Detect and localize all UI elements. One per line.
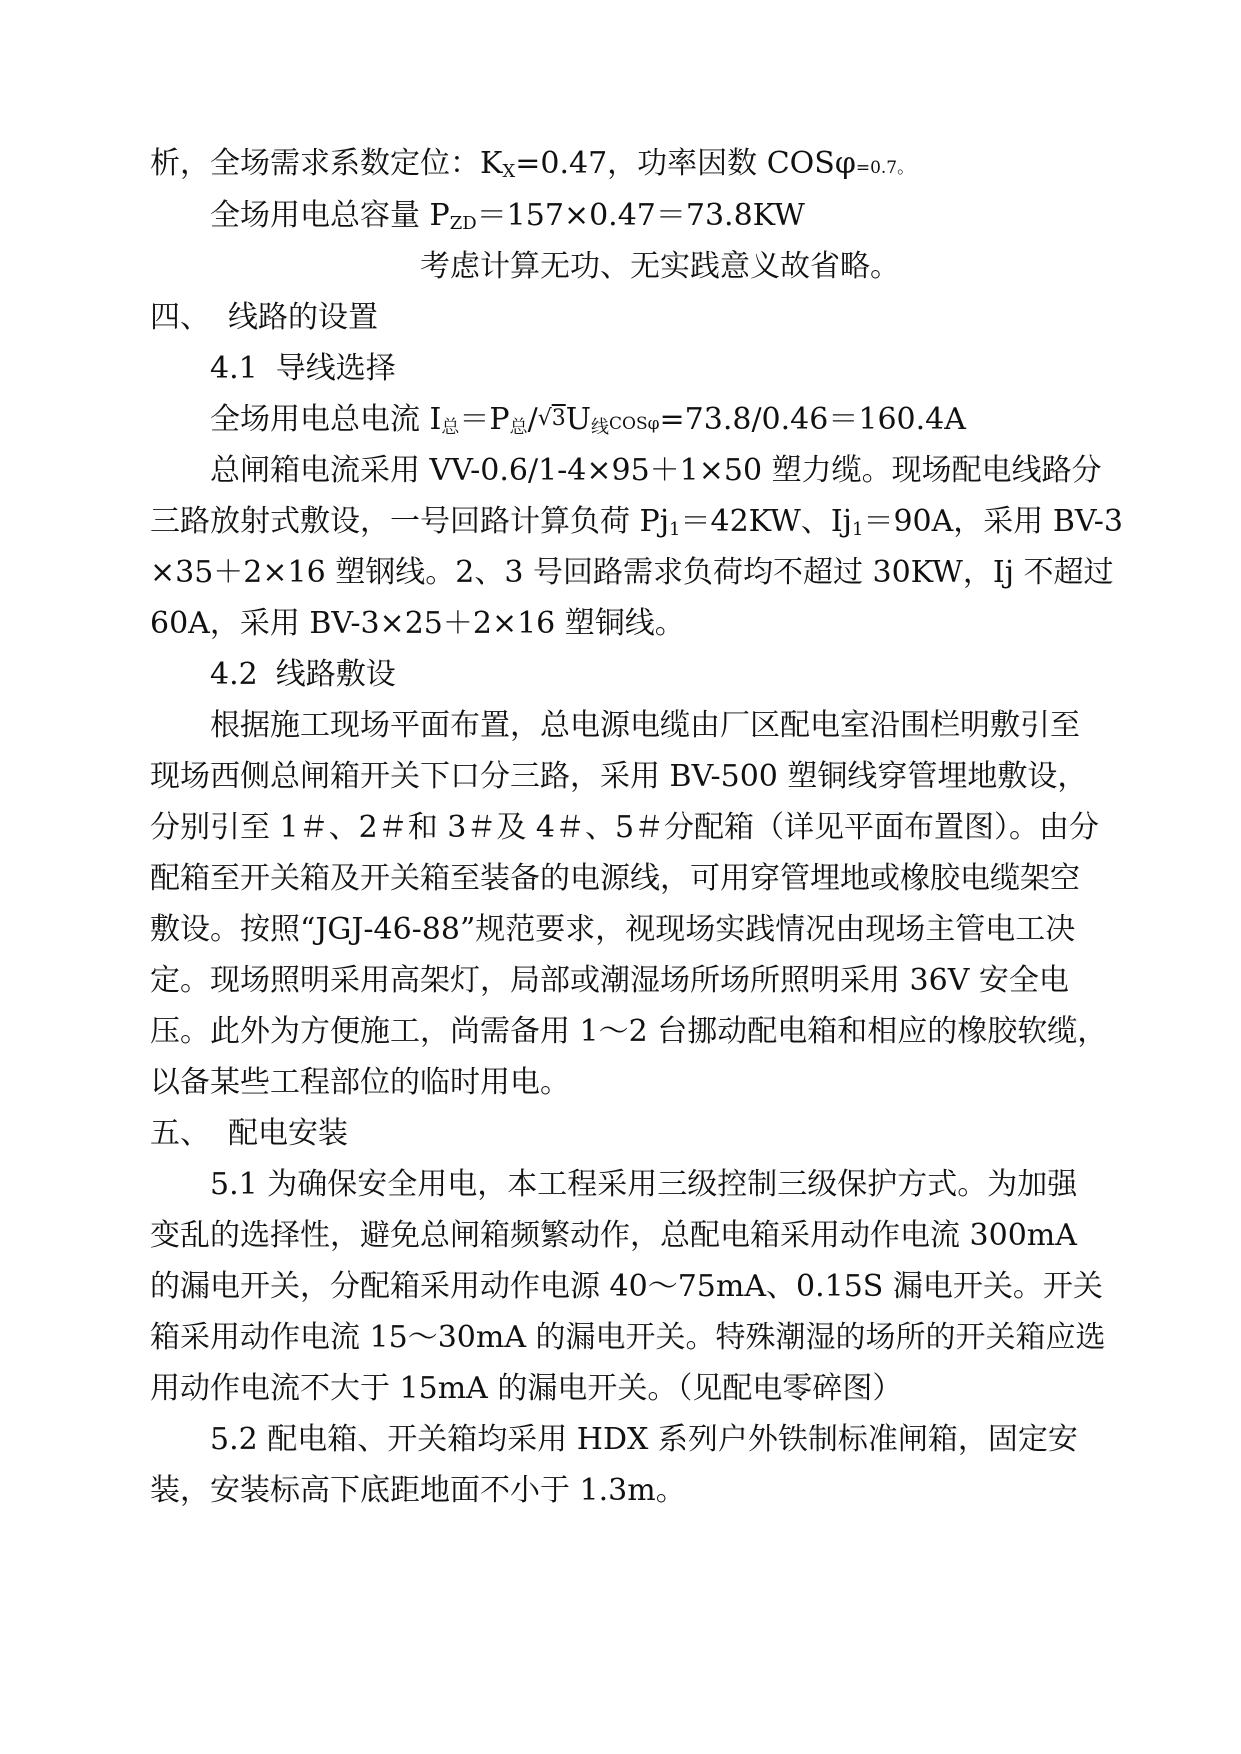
text: 全场用电总电流 I xyxy=(210,402,442,437)
text-line-9 xyxy=(150,553,1114,593)
text-line-14 xyxy=(150,808,1099,848)
text: 考虑计算无功、无实践意义故省略。 xyxy=(420,249,900,284)
text: ＝157×0.47＝73.8KW xyxy=(476,198,805,233)
text-line-27 xyxy=(150,1471,686,1511)
text-line-18 xyxy=(150,1012,1107,1052)
text-line-13 xyxy=(150,757,1087,797)
section-title: 线路的设置 xyxy=(228,300,378,335)
section-number: 四、 xyxy=(150,300,210,335)
text: COSφ xyxy=(609,414,660,434)
sqrt-symbol: √ xyxy=(537,406,552,431)
text: 5.2 配电箱、开关箱均采用 HDX 系列户外铁制标准闸箱，固定安 xyxy=(210,1422,1078,1457)
text: U xyxy=(565,402,592,437)
subsection-title: 导线选择 xyxy=(275,351,396,386)
subscript: 1 xyxy=(669,519,681,540)
subscript: ZD xyxy=(449,213,477,234)
text: ＝90A，采用 BV-3 xyxy=(863,504,1124,539)
text: 现场西侧总闸箱开关下口分三路，采用 BV-500 塑铜线穿管埋地敷设， xyxy=(150,759,1088,794)
subscript: X xyxy=(502,161,516,182)
text: ＝42KW、Ij xyxy=(680,504,852,539)
text: 箱采用动作电流 15～30mA 的漏电开关。特殊潮湿的场所的开关箱应选 xyxy=(150,1320,1106,1355)
subscript: 线 xyxy=(591,417,610,438)
text: ＝P xyxy=(459,402,510,437)
text: =0.7。 xyxy=(855,158,915,178)
text: 分别引至 1＃、2＃和 3＃及 4＃、5＃分配箱（详见平面布置图）。由分 xyxy=(150,810,1100,845)
text-line-19 xyxy=(150,1063,570,1103)
text: 60A，采用 BV-3×25＋2×16 塑铜线。 xyxy=(150,606,685,641)
text-line-15 xyxy=(150,859,1080,899)
text: ×35＋2×16 塑钢线。2、3 号回路需求负荷均不超过 30KW，Ij 不超过 xyxy=(150,555,1114,590)
text-line-8 xyxy=(150,502,1123,542)
text: 以备某些工程部位的临时用电。 xyxy=(150,1065,570,1100)
text-line-17 xyxy=(150,961,1069,1001)
section-heading-5 xyxy=(150,1114,348,1154)
subsection-heading-4-2 xyxy=(210,655,396,695)
subscript: 总 xyxy=(509,417,528,438)
text: 析，全场需求系数定位：K xyxy=(150,146,503,181)
text-line-7 xyxy=(210,451,1102,491)
text-line-1 xyxy=(150,144,914,188)
text: 全场用电总容量 P xyxy=(210,198,450,233)
text: =73.8/0.46＝160.4A xyxy=(659,402,966,437)
text-line-3 xyxy=(420,247,900,287)
text: / xyxy=(527,402,538,437)
subsection-number: 4.2 xyxy=(210,657,258,692)
text-line-23 xyxy=(150,1267,1103,1307)
text: 5.1 为确保安全用电，本工程采用三级控制三级保护方式。为加强 xyxy=(210,1167,1078,1202)
text: =0.47，功率因数 COSφ xyxy=(515,146,856,181)
text: 定。现场照明采用高架灯，局部或潮湿场所场所照明采用 36V 安全电 xyxy=(150,963,1069,998)
text: 的漏电开关，分配箱采用动作电源 40～75mA、0.15S 漏电开关。开关 xyxy=(150,1269,1103,1304)
subscript: 总 xyxy=(441,417,460,438)
subsection-title: 线路敷设 xyxy=(275,657,396,692)
text: 总闸箱电流采用 VV-0.6/1-4×95＋1×50 塑力缆。现场配电线路分 xyxy=(210,453,1102,488)
text: 用动作电流不大于 15mA 的漏电开关。（见配电零碎图） xyxy=(150,1371,903,1406)
subsection-number: 4.1 xyxy=(210,351,258,386)
subsection-heading-4-1 xyxy=(210,349,396,389)
text: 装，安装标高下底距地面不小于 1.3m。 xyxy=(150,1473,686,1508)
text: 根据施工现场平面布置，总电源电缆由厂区配电室沿围栏明敷引至 xyxy=(210,708,1080,743)
text: 配箱至开关箱及开关箱至装备的电源线，可用穿管埋地或橡胶电缆架空 xyxy=(150,861,1080,896)
text-line-16 xyxy=(150,910,1075,950)
text: 敷设。按照“JGJ-46-88”规范要求，视现场实践情况由现场主管电工决 xyxy=(150,912,1076,947)
sqrt-value: 3 xyxy=(551,406,566,431)
text-line-25 xyxy=(150,1369,902,1409)
formula-line-current xyxy=(210,400,966,444)
text: 三路放射式敷设，一号回路计算负荷 Pj xyxy=(150,504,670,539)
text-line-22 xyxy=(150,1216,1077,1256)
section-heading-4 xyxy=(150,298,378,338)
section-title: 配电安装 xyxy=(228,1116,348,1151)
text: 压。此外为方便施工，尚需备用 1～2 台挪动配电箱和相应的橡胶软缆， xyxy=(150,1014,1108,1049)
text-line-2 xyxy=(210,196,805,236)
section-number: 五、 xyxy=(150,1116,210,1151)
text-line-12 xyxy=(210,706,1080,746)
text-line-26 xyxy=(210,1420,1078,1460)
text-line-10 xyxy=(150,604,685,644)
text-line-21 xyxy=(210,1165,1077,1205)
subscript: 1 xyxy=(852,519,864,540)
text-line-24 xyxy=(150,1318,1106,1358)
text: 变乱的选择性，避免总闸箱频繁动作，总配电箱采用动作电流 300mA xyxy=(150,1218,1077,1253)
